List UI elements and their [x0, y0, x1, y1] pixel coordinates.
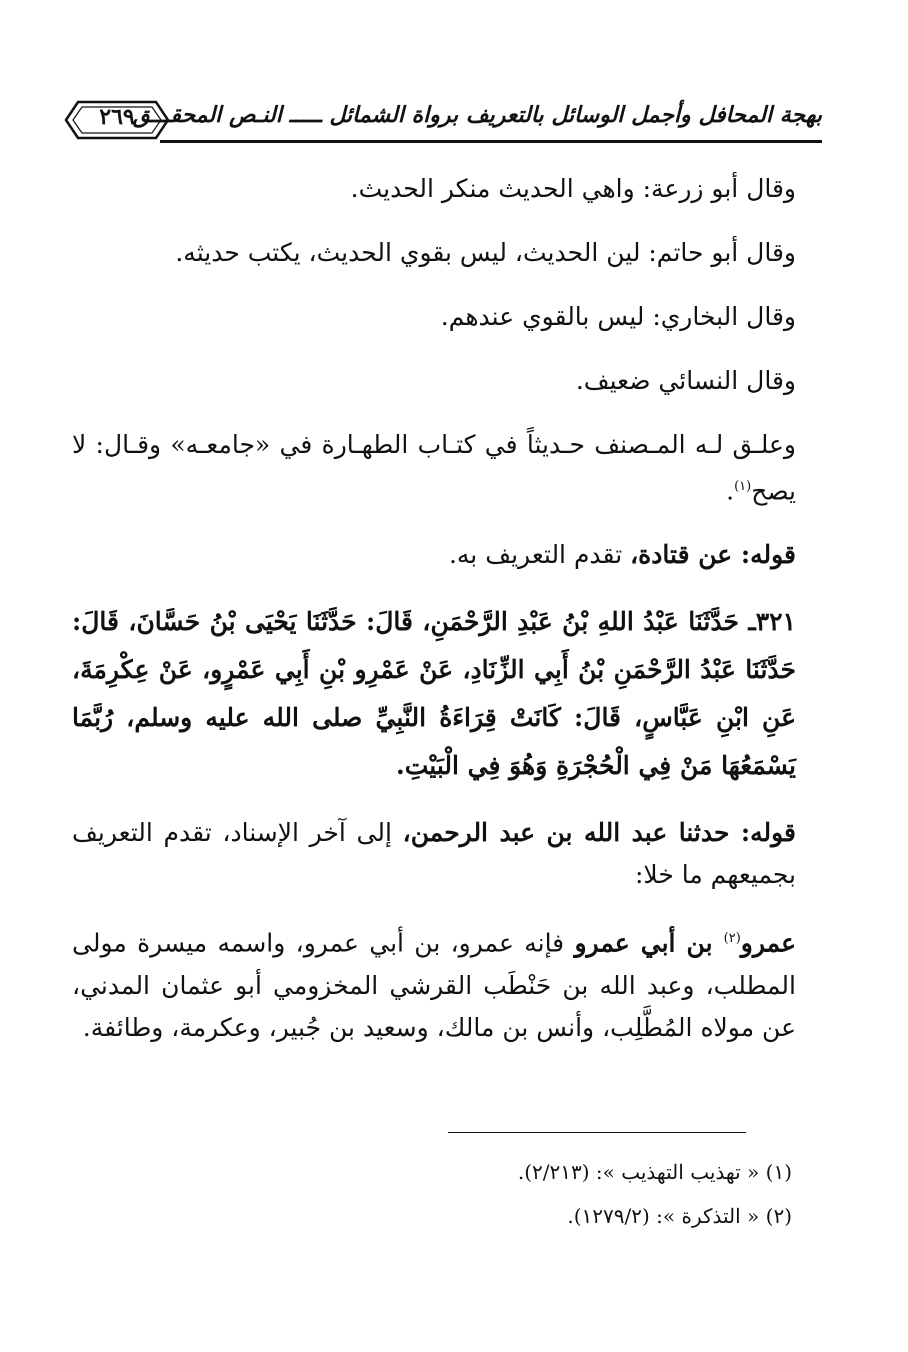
page-number: ٢٦٩	[99, 104, 135, 130]
paragraph-nasai: وقال النسائي ضعيف.	[575, 366, 796, 395]
lemma-label: قوله: حدثنا عبد الله بن عبد الرحمن،	[402, 818, 796, 848]
paragraph-bukhari: وقال البخاري: ليس بالقوي عندهم.	[440, 302, 796, 331]
lemma-text: إلى آخر الإسناد، تقدم التعريف بجميعهم ما خلا:	[72, 818, 796, 890]
footnote-separator	[448, 1132, 746, 1133]
footnote-ref-2: (٢)	[723, 931, 741, 947]
hadith-text: ٣٢١ـ حَدَّثَنَا عَبْدُ اللهِ بْنُ عَبْدِ الرَّحْمَنِ، قَالَ: حَدَّثَنَا يَحْيَى بْنُ حَسَّانَ، قَالَ: حَدَّثَنَا عَبْدُ الرَّحْمَنِ بْنُ أَبِي الزِّنَادِ، عَنْ عَمْرِو بْنِ أَبِي عَمْرٍو، عَنْ عِكْرِمَةَ، عَنِ ابْنِ عَبَّاسٍ، قَالَ: كَانَتْ قِرَاءَةُ النَّبِيِّ صلى الله عليه وسلم، رُبَّمَا يَسْمَعُهَا مَنْ فِي الْحُجْرَةِ وَهُوَ فِي الْبَيْتِ.	[72, 607, 796, 781]
footnote-ref-1: (١)	[734, 479, 752, 494]
main-text	[72, 168, 824, 1049]
paragraph-text: وعلـق لـه المـصنف حـديثاً في كتـاب الطهـارة في «جامعـه» وقـال: لا يصح	[72, 430, 796, 506]
footnotes	[72, 1150, 792, 1238]
lemma-text: تقدم التعريف به.	[448, 540, 631, 570]
paragraph-abu-hatim: وقال أبو حاتم: لين الحديث، ليس بقوي الحديث، يكتب حديثه.	[175, 238, 796, 267]
narrator-name-rest: بن أبي عمرو	[574, 928, 724, 958]
footnote-2: (٢) « التذكرة »: (١٢٧٩/٢).	[567, 1204, 792, 1228]
paragraph-abu-zura: وقال أبو زرعة: واهي الحديث منكر الحديث.	[350, 174, 796, 203]
paragraph-qatada	[72, 534, 824, 576]
narrator-bio: فإنه عمرو، بن أبي عمرو، واسمه ميسرة مولى المطلب، وعبد الله بن حَنْطَب القرشي المخزومي أبو عثمان المدني، عن مولاه المُطَّلِب، وأنس بن مالك، وسعيد بن جُبير، وعكرمة، وطائفة.	[72, 928, 796, 1042]
paragraph-amr	[72, 918, 824, 1048]
header-title: بهجة المحافل وأجمل الوسائل بالتعريف برواة الشمائل ـــــ النـص المحقـــق	[132, 102, 822, 128]
running-header	[62, 96, 822, 152]
narrator-name: عمرو	[740, 928, 797, 958]
lemma-label: قوله: عن قتادة،	[630, 540, 796, 570]
header-rule	[160, 140, 822, 143]
footnote-1: (١) « تهذيب التهذيب »: (٢/٢١٣).	[517, 1160, 792, 1184]
paragraph-tirmidhi-note	[72, 424, 824, 512]
paragraph-isnad	[72, 812, 824, 896]
paragraph-end: .	[726, 476, 735, 506]
